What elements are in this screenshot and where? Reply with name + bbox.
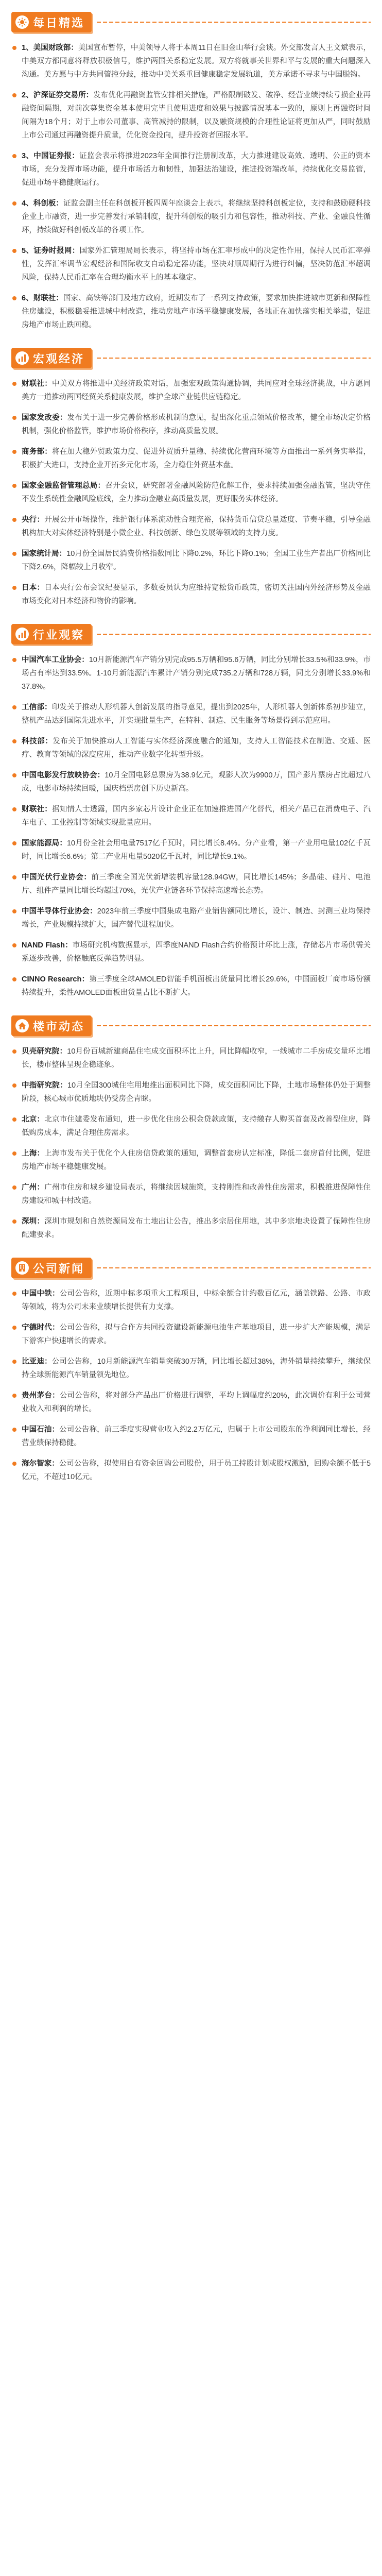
news-item-body: 开展公开市场操作，维护银行体系流动性合理充裕，保持货币信贷总量适度、节奏平稳，引导金融机构加大对实体经济特别是小微企业、科技创新、绿色发展等领域的支持力度。 [22, 516, 371, 537]
bullet-dot-icon [12, 1117, 16, 1122]
section-title: 行业观察 [33, 628, 85, 641]
bullet-dot-icon [12, 1049, 16, 1054]
news-item [11, 1215, 371, 1242]
section-header [11, 1255, 371, 1281]
news-item-source: 6、财联社： [22, 294, 63, 302]
section [11, 621, 371, 999]
news-item-source: CINNO Research： [22, 975, 90, 984]
section-badge [11, 12, 92, 32]
news-item-source: 日本： [22, 584, 45, 592]
news-item-source: 贝壳研究院： [22, 1047, 67, 1056]
news-item-source: 中国石油： [22, 1426, 60, 1434]
news-item-text [22, 479, 371, 506]
section-divider [97, 358, 371, 359]
section-badge [11, 624, 92, 645]
news-item-source: 中指研究院： [22, 1081, 67, 1090]
bullet-dot-icon [12, 841, 16, 845]
news-item-body: 国家外汇管理局局长表示，将坚持市场在汇率形成中的决定性作用，保持人民币汇率弹性，发挥汇率调节宏观经济和国际收支自动稳定器功能，坚决对顺周期行为进行纠偏，坚决防范汇率超调风险，保持人民币汇率在合理均衡水平上的基本稳定。 [22, 247, 371, 282]
news-item [11, 547, 371, 574]
news-item-source: 2、沪深证券交易所： [22, 91, 94, 99]
news-item [11, 244, 371, 284]
news-item-text [22, 803, 371, 829]
bullet-dot-icon [12, 909, 16, 913]
bullet-dot-icon [12, 1428, 16, 1432]
news-item-source: 3、中国证券报： [22, 152, 80, 160]
news-item [11, 973, 371, 999]
news-item-text [22, 735, 371, 761]
news-item [11, 939, 371, 965]
news-item-text [22, 973, 371, 999]
news-item-body: 10月全国电影总票房为38.9亿元，观影人次为9900万，国产影片票房占比超过八成，电影市场持续回暖，国庆档票房创下历史新高。 [22, 771, 371, 793]
news-item [11, 41, 371, 81]
news-item-body: 证监会副主任在科创板开板四周年座谈会上表示，将继续坚持科创板定位，支持和鼓励硬科技企业上市融资，进一步完善发行承销制度，提升科创板的吸引力和包容性，推动科技、产业、金融良性循环，持续做好科创板改革的各项工作。 [22, 199, 371, 234]
bullet-dot-icon [12, 382, 16, 386]
news-item-body: 日本央行公布会议纪要显示，多数委员认为应维持宽松货币政策，密切关注国内外经济形势及金融市场变化对日本经济和物价的影响。 [22, 584, 371, 605]
news-item-text [22, 197, 371, 237]
section-title: 楼市动态 [33, 1020, 85, 1033]
news-item-body: 发布关于加快推动人工智能与实体经济深度融合的通知，支持人工智能技术在制造、交通、医疗、教育等领域的深度应用，推动产业数字化转型升级。 [22, 737, 371, 759]
news-item-body: 市场研究机构数据显示，四季度NAND Flash合约价格预计环比上涨，存储芯片市场供需关系逐步改善，价格触底反弹趋势明显。 [22, 941, 371, 963]
news-item-body: 中美双方将推进中美经济政策对话，加强宏观政策沟通协调，共同应对全球经济挑战，中方愿同美方一道推动两国经贸关系健康发展，维护全球产业链供应链稳定。 [22, 380, 371, 401]
news-item-body: 公司公告称，前三季度实现营业收入约2.2万亿元，归属于上市公司股东的净利润同比增长，经营业绩保持稳健。 [22, 1426, 371, 1447]
news-item-text [22, 411, 371, 438]
news-item-text [22, 581, 371, 608]
section-title: 每日精选 [33, 16, 85, 29]
bullet-dot-icon [12, 552, 16, 556]
news-item-body: 10月份全国居民消费价格指数同比下降0.2%，环比下降0.1%；全国工业生产者出厂价格同比下降2.6%，降幅较上月收窄。 [22, 550, 371, 571]
news-item-text [22, 244, 371, 284]
news-item-body: 据知情人士透露，国内多家芯片设计企业正在加速推进国产化替代，相关产品已在消费电子、汽车电子、工业控制等领域实现批量应用。 [22, 805, 371, 827]
news-item [11, 803, 371, 829]
news-item-text [22, 939, 371, 965]
news-item [11, 513, 371, 540]
bullet-dot-icon [12, 93, 16, 97]
news-item-source: 央行： [22, 516, 45, 524]
news-item-source: 工信部： [22, 703, 52, 711]
news-item-source: 财联社： [22, 805, 52, 814]
bullet-dot-icon [12, 518, 16, 522]
news-item [11, 735, 371, 761]
bullet-dot-icon [12, 875, 16, 879]
news-item-text [22, 905, 371, 931]
bullet-dot-icon [12, 586, 16, 590]
news-item-body: 上海市发布关于优化个人住房信贷政策的通知，调整首套房认定标准，降低二套房首付比例，促进房地产市场平稳健康发展。 [22, 1149, 371, 1171]
news-item-text [22, 445, 371, 472]
news-item-text [22, 871, 371, 897]
news-item-text [22, 89, 371, 142]
news-item-body: 公司公告称，拟与合作方共同投资建设新能源电池生产基地项目，进一步扩大产能规模，满足下游客户快速增长的需求。 [22, 1324, 371, 1345]
section-badge [11, 1015, 92, 1036]
section [11, 1255, 371, 1484]
news-item-text [22, 41, 371, 81]
bullet-dot-icon [12, 739, 16, 743]
news-item-source: 深圳： [22, 1217, 45, 1226]
news-item-text [22, 1147, 371, 1174]
news-item [11, 1321, 371, 1348]
news-item-body: 发布关于进一步完善价格形成机制的意见，提出深化重点领域价格改革，健全市场决定价格机制，强化价格监管，维护市场价格秩序，推动高质量发展。 [22, 414, 371, 435]
news-item [11, 149, 371, 190]
news-item [11, 769, 371, 795]
house-icon [15, 1019, 29, 1032]
section-divider [97, 634, 371, 635]
news-item-source: 5、证券时报网： [22, 247, 80, 255]
news-item-text [22, 513, 371, 540]
bullet-dot-icon [12, 1219, 16, 1224]
bullet-dot-icon [12, 416, 16, 420]
news-item-body: 证监会表示将推进2023年全面推行注册制改革，大力推进建设高效、透明、公正的资本市场，充分发挥市场功能，提升市场活力和韧性，加强法治建设，推进投资端改革，持续优化交易监管，促进市场平稳健康运行。 [22, 152, 371, 187]
section [11, 9, 371, 332]
news-item-text [22, 1215, 371, 1242]
news-item-body: 10月全国300城住宅用地推出面积同比下降，成交面积同比下降，土地市场整体仍处于调整阶段，核心城市优质地块仍受房企青睐。 [22, 1081, 371, 1103]
bullet-dot-icon [12, 658, 16, 662]
news-item [11, 89, 371, 142]
bullet-dot-icon [12, 154, 16, 158]
news-item-text [22, 1423, 371, 1450]
news-item [11, 653, 371, 693]
bullet-dot-icon [12, 705, 16, 709]
bullet-dot-icon [12, 977, 16, 981]
bullet-dot-icon [12, 201, 16, 206]
news-item [11, 292, 371, 332]
news-item-body: 10月份全社会用电量7517亿千瓦时，同比增长8.4%。分产业看，第一产业用电量102亿千瓦时，同比增长6.6%；第二产业用电量5020亿千瓦时，同比增长9.1%。 [22, 839, 371, 861]
chart-icon [15, 351, 29, 365]
bullet-dot-icon [12, 249, 16, 253]
bullet-dot-icon [12, 46, 16, 50]
news-item-source: 中国中铁： [22, 1290, 60, 1298]
section-header [11, 9, 371, 35]
news-item-body: 美国宣布暂停，中美领导人将于本周11日在旧金山举行会谈。外交部发言人王文斌表示，中美双方都同意将释放积极信号，维护两国关系稳定发展。双方将就事关世界和平与发展的重大问题深入沟通。美方愿与中方共同管控分歧，推动中美关系重回健康稳定发展轨道，美方承诺不寻求与中国脱钩。 [22, 44, 371, 79]
news-item-text [22, 377, 371, 404]
news-item-body: 北京市住建委发布通知，进一步优化住房公积金贷款政策，支持缴存人购买首套及改善型住房，降低购房成本，满足合理住房需求。 [22, 1115, 371, 1137]
section [11, 345, 371, 608]
bullet-dot-icon [12, 450, 16, 454]
section-header [11, 621, 371, 647]
news-item-text [22, 1079, 371, 1106]
news-item-body: 印发关于推动人形机器人创新发展的指导意见，提出到2025年，人形机器人创新体系初步建立，整机产品达到国际先进水平，并实现批量生产，在特种、制造、民生服务等场景得到示范应用。 [22, 703, 371, 725]
section-divider [97, 1267, 371, 1268]
news-item-source: 北京： [22, 1115, 45, 1124]
news-item-source: 中国光伏行业协会： [22, 873, 92, 882]
news-item-source: 财联社： [22, 380, 52, 388]
news-item-body: 广州市住房和城乡建设局表示，将继续因城施策，支持刚性和改善性住房需求，积极推进保障性住房建设和城中村改造。 [22, 1183, 371, 1205]
news-item-body: 10月份百城新建商品住宅成交面积环比上升，同比降幅收窄，一线城市二手房成交量环比增长，楼市整体呈现企稳迹象。 [22, 1047, 371, 1069]
bullet-dot-icon [12, 1394, 16, 1398]
section-badge [11, 348, 92, 368]
news-item-source: 贵州茅台： [22, 1392, 60, 1400]
news-item [11, 1389, 371, 1416]
building-icon [15, 1261, 29, 1275]
sun-icon [15, 15, 29, 29]
news-item-source: 上海： [22, 1149, 45, 1158]
section-divider [97, 1025, 371, 1026]
news-item-source: 4、科创板： [22, 199, 63, 208]
news-item-text [22, 1457, 371, 1484]
news-item-body: 发布优化再融资监管安排相关措施，严格限制破发、破净、经营业绩持续亏损企业再融资间隔期，对前次募集资金基本使用完毕且使用进度和效果与披露情况基本一致的，原则上再融资时间间隔为18个月；对于上市公司董事、高管减持的限制，以及融资规模的合理性论证将更加从严，同时鼓励上市公司通过再融资提升质量，优化资金投向，提升投资者回报水平。 [22, 91, 371, 140]
news-item-body: 2023年前三季度中国集成电路产业销售额同比增长，设计、制造、封测三业均保持增长，产业规模持续扩大，国产替代进程加快。 [22, 907, 371, 929]
news-item-body: 公司公告称，10月新能源汽车销量突破30万辆，同比增长超过38%，海外销量持续攀升，继续保持全球新能源汽车销量领先地位。 [22, 1358, 371, 1379]
news-item-text [22, 701, 371, 727]
news-item-source: 宁德时代： [22, 1324, 60, 1332]
news-item-body: 召开会议，研究部署金融风险防范化解工作，要求持续加强金融监管，坚决守住不发生系统性金融风险底线，全力推动金融业高质量发展，更好服务实体经济。 [22, 482, 371, 503]
news-item-source: 比亚迪： [22, 1358, 52, 1366]
news-item [11, 1287, 371, 1314]
chart-icon [15, 628, 29, 641]
news-item [11, 701, 371, 727]
section-header [11, 1013, 371, 1039]
news-item [11, 197, 371, 237]
news-item [11, 905, 371, 931]
news-item-text [22, 837, 371, 863]
news-item-body: 国家、高铁等部门及地方政府，近期发布了一系列支持政策，要求加快推进城市更新和保障性住房建设，积极稳妥推进城中村改造，推动房地产市场平稳健康发展，各地正在加快落实相关举措，促进房地产市场止跌回稳。 [22, 294, 371, 329]
news-item-body: 公司公告称，近期中标多项重大工程项目，中标金额合计约数百亿元，涵盖铁路、公路、市政等领域，将为公司未来业绩增长提供有力支撑。 [22, 1290, 371, 1311]
news-item [11, 1113, 371, 1140]
news-item-body: 前三季度全国光伏新增装机容量128.94GW，同比增长145%；多晶硅、硅片、电池片、组件产量同比增长均超过70%，光伏产业链各环节保持高速增长态势。 [22, 873, 371, 895]
section-badge [11, 1258, 92, 1278]
news-item-source: 国家能源局： [22, 839, 67, 848]
news-item-text [22, 547, 371, 574]
news-item [11, 479, 371, 506]
news-item-body: 深圳市规划和自然资源局发布土地出让公告，推出多宗居住用地，其中多宗地块设置了保障性住房配建要求。 [22, 1217, 371, 1239]
bullet-dot-icon [12, 1083, 16, 1088]
news-item-text [22, 769, 371, 795]
bullet-dot-icon [12, 943, 16, 947]
bullet-dot-icon [12, 807, 16, 811]
news-item-source: 广州： [22, 1183, 45, 1192]
news-item-text [22, 1321, 371, 1348]
news-item-source: 中国半导体行业协会： [22, 907, 97, 916]
section-title: 公司新闻 [33, 1262, 85, 1275]
news-item-source: NAND Flash： [22, 941, 73, 950]
news-item-text [22, 1181, 371, 1208]
news-item [11, 837, 371, 863]
news-item-source: 中国汽车工业协会： [22, 656, 89, 664]
news-item-source: 国家发改委： [22, 414, 67, 422]
news-item [11, 377, 371, 404]
bullet-dot-icon [12, 1292, 16, 1296]
news-item [11, 871, 371, 897]
bullet-dot-icon [12, 484, 16, 488]
news-item-source: 中国电影发行放映协会： [22, 771, 105, 779]
news-item-text [22, 1389, 371, 1416]
section-divider [97, 22, 371, 23]
news-item-body: 将在加大稳外贸政策力度、促进外贸质升量稳、持续优化营商环境等方面推出一系列务实举措，积极扩大进口，支持企业开拓多元化市场，全力稳住外贸基本盘。 [22, 448, 371, 469]
news-item [11, 1423, 371, 1450]
news-item [11, 1181, 371, 1208]
section-header [11, 345, 371, 371]
news-item-body: 公司公告称，拟使用自有资金回购公司股份，用于员工持股计划或股权激励，回购金额不低于5亿元，不超过10亿元。 [22, 1460, 371, 1481]
bullet-dot-icon [12, 296, 16, 300]
news-item [11, 581, 371, 608]
bullet-dot-icon [12, 1185, 16, 1190]
news-item-body: 第三季度全球AMOLED智能手机面板出货量同比增长29.6%，中国面板厂商市场份额持续提升，柔性AMOLED面板出货量占比不断扩大。 [22, 975, 371, 997]
news-item-text [22, 1287, 371, 1314]
news-item-text [22, 1355, 371, 1382]
news-item-text [22, 1113, 371, 1140]
bullet-dot-icon [12, 1360, 16, 1364]
bullet-dot-icon [12, 773, 16, 777]
news-item [11, 1079, 371, 1106]
news-item [11, 445, 371, 472]
news-item-source: 1、美国财政部： [22, 44, 78, 52]
section-title: 宏观经济 [33, 352, 85, 365]
news-item [11, 1457, 371, 1484]
news-item [11, 411, 371, 438]
news-item [11, 1147, 371, 1174]
news-item-source: 海尔智家： [22, 1460, 59, 1468]
news-item-text [22, 653, 371, 693]
bullet-dot-icon [12, 1462, 16, 1466]
section [11, 1013, 371, 1242]
news-item [11, 1355, 371, 1382]
news-item-body: 10月新能源汽车产销分别完成95.5万辆和95.6万辆，同比分别增长33.5%和33.9%，市场占有率达到33.5%。1-10月新能源汽车累计产销分别完成735.2万辆和728万辆，同比分别增长33.9%和37.8%。 [22, 656, 371, 691]
news-item-source: 国家统计局： [22, 550, 67, 558]
news-item-source: 科技部： [22, 737, 53, 745]
news-item-text [22, 1045, 371, 1072]
bullet-dot-icon [12, 1151, 16, 1156]
news-item [11, 1045, 371, 1072]
bullet-dot-icon [12, 1326, 16, 1330]
news-item-source: 商务部： [22, 448, 52, 456]
news-item-text [22, 149, 371, 190]
news-item-body: 公司公告称，将对部分产品出厂价格进行调整，平均上调幅度约20%，此次调价有利于公司营业收入和利润的增长。 [22, 1392, 371, 1413]
news-item-text [22, 292, 371, 332]
news-item-source: 国家金融监督管理总局： [22, 482, 106, 490]
